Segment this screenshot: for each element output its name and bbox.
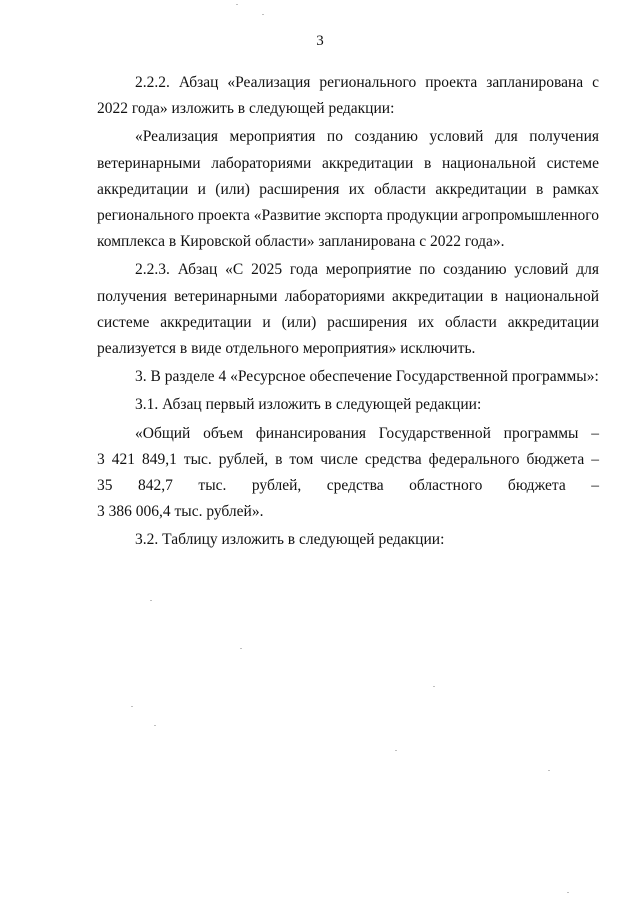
paragraph-section-3 xyxy=(97,364,599,390)
paragraph-line: аккредитации и (или) расширения их области аккредитации в рамках xyxy=(97,180,599,198)
scan-speck xyxy=(548,770,550,771)
paragraph-line: 35 842,7 тыс. рублей, средства областного бюджета – xyxy=(97,477,599,495)
paragraph-3-2 xyxy=(97,527,599,553)
paragraph-quote-implementation xyxy=(97,124,599,255)
paragraph-line: 3 386 006,4 тыс. рублей». xyxy=(97,503,264,521)
scan-speck xyxy=(150,600,152,601)
scan-speck xyxy=(154,725,156,726)
scan-speck xyxy=(236,4,238,5)
paragraph-line: 3 421 849,1 тыс. рублей, в том числе средства федерального бюджета – xyxy=(97,450,599,468)
paragraph-line: 3. В разделе 4 «Ресурсное обеспечение Государственной программы»: xyxy=(135,368,599,386)
paragraph-line: комплекса в Кировской области» запланирована с 2022 года». xyxy=(97,233,505,251)
page-number: 3 xyxy=(316,33,324,49)
scan-speck xyxy=(395,750,397,751)
scan-speck xyxy=(567,892,569,893)
paragraph-3-1 xyxy=(97,392,599,418)
paragraph-line: ветеринарными лабораториями аккредитации в национальной системе xyxy=(97,154,599,172)
paragraph-line: 3.1. Абзац первый изложить в следующей редакции: xyxy=(135,396,482,414)
document-body xyxy=(97,70,599,554)
paragraph-2-2-2 xyxy=(97,70,599,122)
paragraph-quote-financing xyxy=(97,421,599,526)
scan-speck xyxy=(240,648,242,649)
paragraph-line: получения ветеринарными лабораториями аккредитации в национальной xyxy=(97,287,599,305)
paragraph-line: регионального проекта «Развитие экспорта продукции агропромышленного xyxy=(97,207,599,225)
paragraph-line: реализуется в виде отдельного мероприятия» исключить. xyxy=(97,340,476,358)
scan-speck xyxy=(131,706,133,707)
paragraph-line: 2.2.3. Абзац «С 2025 года мероприятие по созданию условий для xyxy=(135,261,599,279)
paragraph-line: «Реализация мероприятия по созданию условий для получения xyxy=(135,128,599,146)
paragraph-line: 2.2.2. Абзац «Реализация регионального проекта запланирована с xyxy=(135,74,599,91)
paragraph-line: «Общий объем финансирования Государственной программы – xyxy=(135,424,599,442)
paragraph-line: 3.2. Таблицу изложить в следующей редакции: xyxy=(135,531,445,549)
scan-speck xyxy=(433,686,435,687)
paragraph-line: 2022 года» изложить в следующей редакции: xyxy=(97,100,395,118)
scan-speck xyxy=(262,14,264,15)
paragraph-line: системе аккредитации и (или) расширения их области аккредитации xyxy=(97,313,599,331)
paragraph-2-2-3 xyxy=(97,257,599,362)
